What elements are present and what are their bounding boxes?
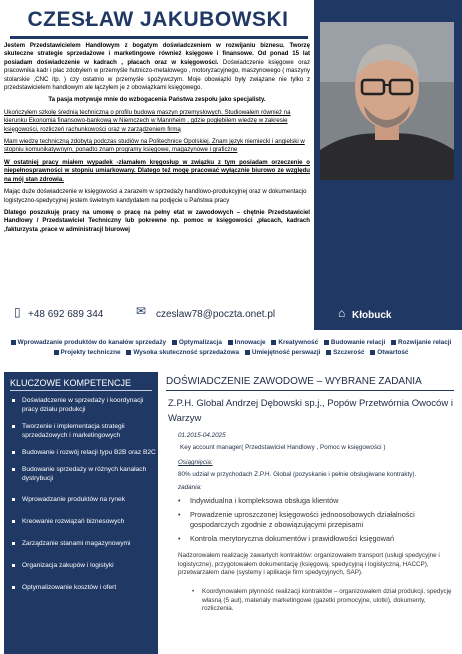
- task-item: • Kontrola merytoryczna dokumentów i prawidłowości księgowań: [178, 534, 458, 544]
- profile-photo-image: [320, 22, 454, 180]
- square-bullet-icon: [54, 350, 59, 355]
- square-bullet-icon: [370, 350, 375, 355]
- skill-tag-label: Rozwijanie relacji: [398, 339, 452, 346]
- square-bullet-icon: [326, 350, 331, 355]
- task-item: • Indywidualna i kompleksowa obsługa klientów: [178, 496, 458, 506]
- square-bullet-icon: [172, 340, 177, 345]
- company-name: Z.P.H. Global Andrzej Dębowski sp.j., Popów Przetwórnia Owoców i Warzyw: [168, 398, 453, 424]
- skill-tag: [54, 349, 121, 356]
- skill-tag-label: Szczerość: [333, 349, 365, 356]
- competency-item: Zarządzanie stanami magazynowymi: [10, 539, 156, 548]
- skill-tag-label: Innowacje: [234, 339, 266, 346]
- skill-tag-label: Optymalizacja: [178, 339, 222, 346]
- square-bullet-icon: [11, 340, 16, 345]
- contracts-sublist: [190, 588, 458, 614]
- skill-tag: [228, 339, 266, 346]
- intro-section: [4, 42, 310, 238]
- skill-tag-label: Projekty techniczne: [60, 349, 121, 356]
- job-dates: 01.2015-04.2025: [178, 432, 226, 439]
- contracts-paragraph: Nadzorowałem realizację zawartych kontraktów: organizowałem transport (usługi spedycyjne i logistyczne), przygotowałem dokumentację (księgową, spedycyjną i logistyczną, HACCP), przetwarzałem dane (systemy i aplikacje firm spedycyjnych, SAP).: [178, 552, 440, 577]
- experience-heading: DOŚWIADCZENIE ZAWODOWE – WYBRANE ZADANIA: [166, 376, 422, 387]
- competency-item: Organizacja zakupów i logistyki: [10, 561, 156, 570]
- email-icon: ✉: [136, 304, 147, 318]
- email-link[interactable]: czeslaw78@poczta.onet.pl: [156, 309, 276, 320]
- skill-tag-label: Kreatywność: [278, 339, 319, 346]
- skill-tag-label: Budowanie relacji: [330, 339, 386, 346]
- city-label: Kłobuck: [352, 310, 392, 321]
- achievements-heading: Osiągnięcia:: [178, 459, 213, 466]
- competency-item: Wprowadzanie produktów na rynek: [10, 495, 156, 504]
- experience-divider: [166, 390, 454, 391]
- phone-link[interactable]: +48 692 689 344: [28, 309, 104, 320]
- square-bullet-icon: [271, 340, 276, 345]
- skill-tag: [326, 349, 364, 356]
- competencies-heading: KLUCZOWE KOMPETENCJE: [10, 378, 132, 388]
- job-role: Key account manager( Przedstawiciel Handlowy , Pomoc w księgowości ): [180, 444, 386, 451]
- tasks-list: [178, 496, 458, 548]
- skill-tag-label: Wprowadzanie produktów do kanałów sprzedaży: [17, 339, 167, 346]
- skill-tag-label: Wysoka skuteczność sprzedażowa: [133, 349, 240, 356]
- competency-item: Kreowanie rozwiązań biznesowych: [10, 517, 156, 526]
- title-underline: [10, 36, 308, 39]
- square-bullet-icon: [391, 340, 396, 345]
- competency-item: Budowanie i rozwój relacji typu B2B oraz B2C: [10, 448, 156, 457]
- intro-paragraph-motivation: Ta pasja motywuje mnie do wzbogacenia Państwa zespołu jako specjalisty.: [48, 96, 266, 104]
- skill-tag: [245, 349, 321, 356]
- skill-tag-label: Umiejętność perswazji: [251, 349, 321, 356]
- skill-tag: [11, 339, 166, 346]
- achievement-text: 80% udział w przychodach Z.P.H. Global (pozyskanie i pełnie obsługiwane kontrakty).: [178, 471, 417, 478]
- page-title: CZESŁAW JAKUBOWSKI: [27, 8, 289, 31]
- skill-tag: [391, 339, 451, 346]
- square-bullet-icon: [324, 340, 329, 345]
- intro-paragraph-health: W ostatniej pracy miałem wypadek -złamałem kręgosłup w związku z tym posiadam orzeczenie o niepełnosprawności w stopniu umiarkowany. Dlatego też mogę pracować wyłącznie biurowo ze względu na mój stan zdrowia.: [4, 158, 310, 183]
- skill-tags: [4, 338, 458, 358]
- competency-item: Doświadczenie w sprzedaży i koordynacji pracy działu produkcji: [10, 396, 156, 414]
- competency-item: Tworzenie i implementacja strategii sprzedażowych i marketingowych: [10, 422, 156, 440]
- skill-tag-label: Otwartość: [377, 349, 409, 356]
- profile-photo: [320, 22, 454, 180]
- square-bullet-icon: [228, 340, 233, 345]
- skill-tag: [370, 349, 408, 356]
- intro-paragraph-experience: [4, 42, 310, 92]
- competency-item: Budowanie sprzedaży w różnych kanałach dystrybucji: [10, 465, 156, 483]
- square-bullet-icon: [126, 350, 131, 355]
- task-item: • Prowadzenie uproszczonej księgowości jednoosobowych działalności gospodarczych zgodnie z obowiązującymi przepisami: [178, 510, 458, 530]
- skill-tag: [324, 339, 385, 346]
- intro-paragraph-education: Ukończyłem szkołę średnią techniczną o profilu budowa maszyn przemysłowych. Studiowałem również na kierunku Ekonomia finansowo-bankową w Niemczech w Mannheim , gdzie pogłębiłem wiedzę w zakresie księgowości, rozliczeń rachunkowości oraz w zarządzeniem firmą: [4, 108, 291, 133]
- skill-tag: [172, 339, 222, 346]
- competencies-divider: [10, 390, 152, 391]
- contract-item: • Koordynowałem płynność realizacji kontraktów – organizowałem dział produkcji, spedycję własną (5 aut), materiały marketingowe (gazetki promocyjne, ulotki), dokumenty, rozliczenia.: [190, 588, 458, 614]
- square-bullet-icon: [245, 350, 250, 355]
- skill-tag: [271, 339, 318, 346]
- competencies-list: [10, 396, 156, 592]
- intro-bold-text: Jestem Przedstawicielem Handlowym z bogatym doświadczeniem w rozwijaniu biznesu. Tworzę skuteczne strategie sprzedażowe i marketingowe również księgowe i finansowe. Od ponad 15 lat posiadam doświadczenie w kadrach , płacach oraz w księgowości.: [4, 42, 310, 66]
- competency-item: Optymalizowanie kosztów i ofert: [10, 583, 156, 592]
- phone-icon: ▯: [14, 305, 21, 319]
- intro-detail-text: Doświadczenie księgowe oraz pracownika kadr i płac zdobyłem w przemyśle hutniczo-metalowego , motoryzacyjnego, maszynowego ( maszyny stolarskie ,CNC itp. ) czy ostatnio w przemyśle spożywczym. Moje obowiązki były związane nie tylko z przedstawicielem handlowym ale łączyłem je z obowiązkami księgowego.: [4, 58, 310, 92]
- intro-paragraph-skills: Mam wiedzę techniczną zdobytą podczas studiów na Politechnice Opolskiej. Znam język niemiecki i angielski w stopniu komunikatywnym, ponadto znam programy księgowe, magazynowe i graficzne: [4, 138, 305, 154]
- intro-paragraph-candidate: Mając duże doświadczenie w księgowości a zarazem w sprzedaży handlowo-produkcyjnej oraz w dokumentacjo logistyczno-spedycyjnej jestem świetnym kandydatem na podjęcie u Państwa pracy: [4, 188, 307, 204]
- home-icon: ⌂: [338, 306, 346, 320]
- intro-paragraph-job-search: Dlatego poszukuję pracy na umowę o pracę na pełny etat w zawodowych – chętnie Przedstawiciel Handlowy / Przedstawiciel Techniczny lub pokrewne np. pomoc w księgowości ,płacach, kadrach ,fakturzysta ,prace w administracji biurowej: [4, 208, 310, 233]
- tasks-heading: zadania:: [178, 484, 202, 491]
- skill-tag: [126, 349, 239, 356]
